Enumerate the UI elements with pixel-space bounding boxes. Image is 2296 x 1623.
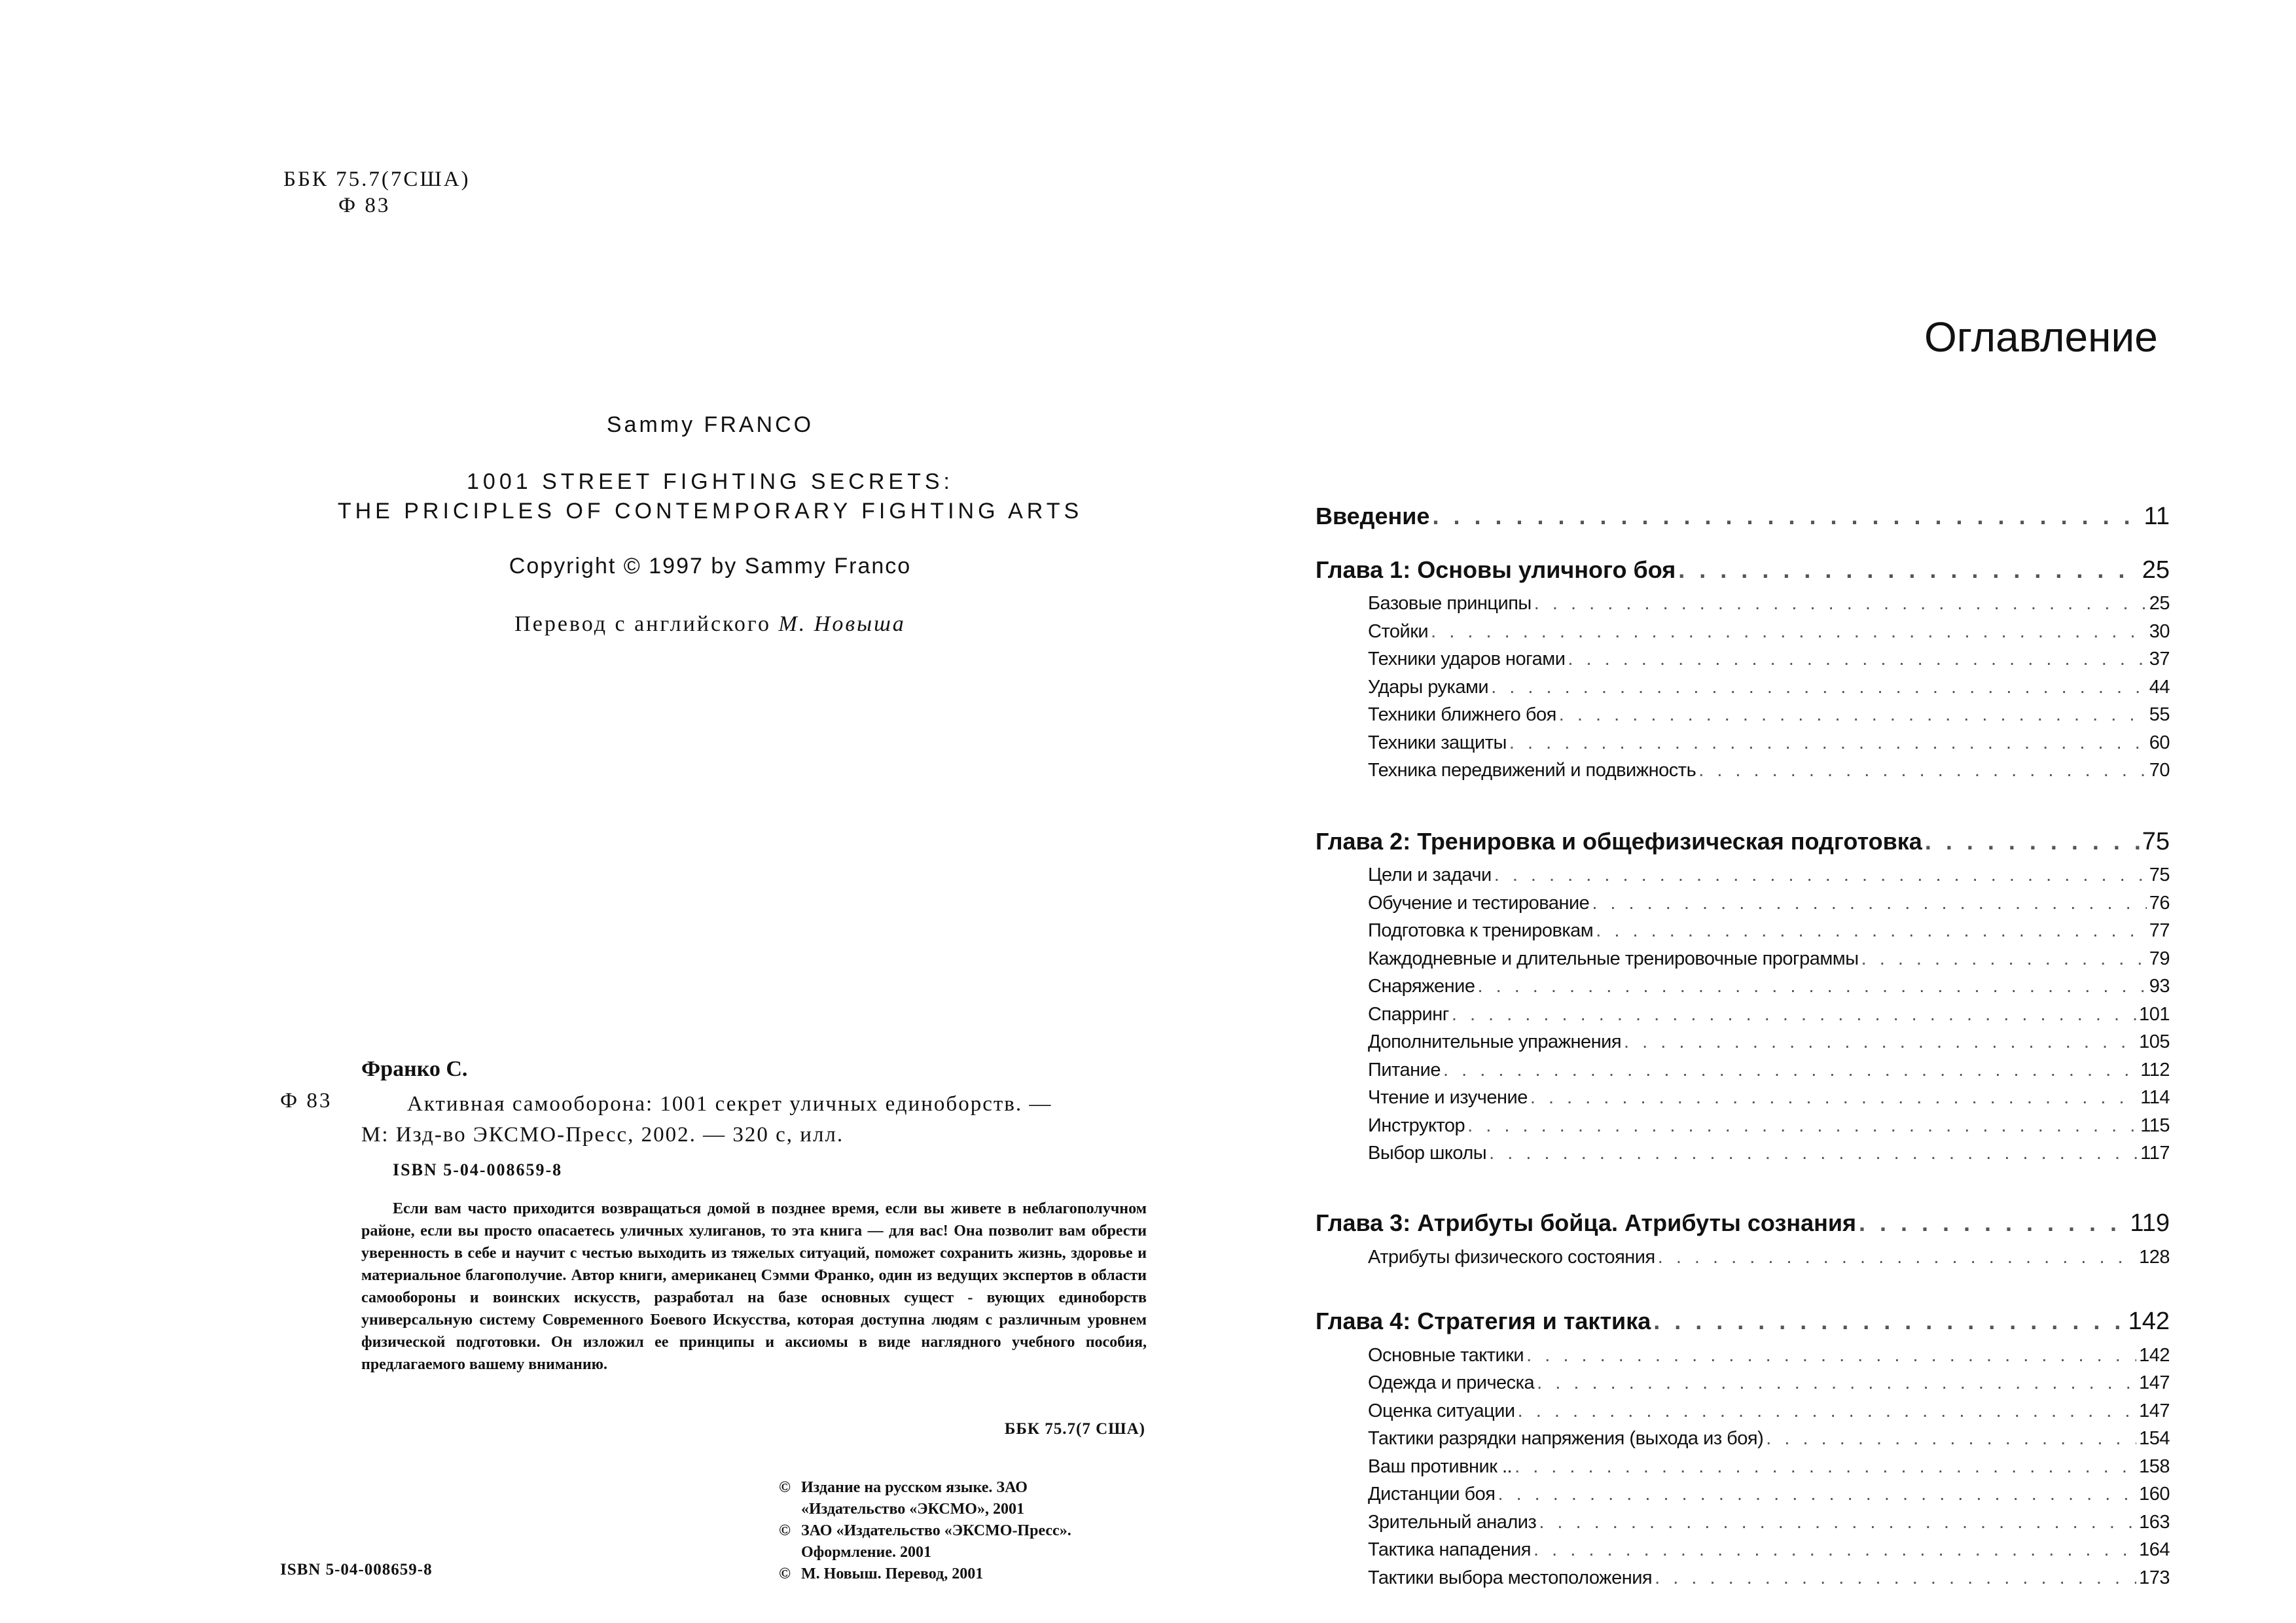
toc-leader-dots	[1489, 1143, 2138, 1164]
toc-entry-label: Стойки	[1368, 621, 1429, 642]
toc-entry	[1368, 920, 2170, 942]
toc-leader-dots	[1653, 1308, 2125, 1335]
toc-page-number: 173	[2139, 1567, 2170, 1588]
biblio-author: Франко С.	[361, 1057, 468, 1081]
toc-leader-dots	[1452, 1004, 2136, 1026]
toc-page-number: 142	[2128, 1308, 2170, 1335]
toc-chapter	[1316, 1209, 2170, 1238]
toc-entry-label: Базовые принципы	[1368, 593, 1532, 614]
toc-chapter	[1316, 828, 2170, 856]
toc-page-number: 79	[2149, 948, 2170, 969]
bbk-code: ББК 75.7(7США)	[283, 168, 471, 191]
toc-entry-label: Инструктор	[1368, 1115, 1465, 1136]
toc-entry-label: Чтение и изучение	[1368, 1087, 1528, 1108]
copyright-icon: ©	[779, 1565, 791, 1582]
toc-page-number: 163	[2139, 1512, 2170, 1533]
toc-page-number: 119	[2130, 1209, 2170, 1237]
toc-entry	[1368, 593, 2170, 615]
toc-leader-dots	[1568, 649, 2146, 670]
toc-entry-label: Одежда и прическа	[1368, 1372, 1535, 1393]
toc-entry	[1368, 1004, 2170, 1026]
toc-entry	[1368, 1539, 2170, 1561]
toc-page-number: 115	[2140, 1115, 2170, 1136]
isbn-main: ISBN 5-04-008659-8	[393, 1160, 563, 1179]
toc-page-number: 147	[2139, 1372, 2170, 1393]
biblio-code: Ф 83	[280, 1089, 332, 1113]
author-mark: Ф 83	[338, 194, 391, 217]
title-english	[0, 467, 1420, 526]
toc-leader-dots	[1534, 1539, 2136, 1561]
toc-page-number: 60	[2149, 732, 2170, 753]
toc-entry	[1368, 1400, 2170, 1422]
toc-page-number: 114	[2140, 1087, 2170, 1108]
toc-page-number: 55	[2149, 704, 2170, 725]
toc-entry-label: Выбор школы	[1368, 1143, 1487, 1164]
toc-leader-dots	[1698, 760, 2147, 781]
toc-leader-dots	[1432, 503, 2141, 530]
toc-page-number: 75	[2142, 828, 2170, 855]
toc-entry-label: Дополнительные упражнения	[1368, 1031, 1622, 1052]
toc-entry-label: Зрительный анализ	[1368, 1512, 1537, 1533]
toc-entry	[1368, 704, 2170, 726]
title-english-line1: 1001 STREET FIGHTING SECRETS:	[467, 469, 954, 494]
toc-entry-label: Глава 2: Тренировка и общефизическая подготовка	[1316, 828, 1922, 855]
toc-entry-label: Снаряжение	[1368, 976, 1475, 997]
toc-leader-dots	[1537, 1372, 2136, 1394]
toc-leader-dots	[1518, 1400, 2136, 1422]
toc-page-number: 76	[2149, 893, 2170, 914]
copyright-item	[779, 1563, 1071, 1585]
toc-entry	[1368, 1512, 2170, 1533]
annotation-text: Если вам часто приходится возвращаться домой в позднее время, если вы живете в неблагополучном районе, если вы просто опасаетесь уличных хулиганов, то эта книга — для вас! Она позволит вам обрести уверенность в себе и научит с честью выходить из тяжелых ситуаций, поможет сохранить жизнь, здоровье и материальное благополучие. Автор книги, американец Сэмми Франко, один из ведущих экспертов в области самообороны и воинских искусств, разработал на базе основных сущест - вующих единоборств универсальную систему Современного Боевого Искусства, которая доступна людям с различным уровнем физической подготовки. Он изложил ее принципы и аксиомы в виде наглядного учебного пособия, предлагаемого вашему вниманию.	[361, 1200, 1147, 1373]
toc-entry-label: Тактика нападения	[1368, 1539, 1531, 1560]
annotation	[361, 1198, 1147, 1376]
toc-entry	[1368, 1428, 2170, 1450]
toc-leader-dots	[1658, 1247, 2136, 1268]
toc-leader-dots	[1861, 948, 2147, 970]
toc-entry-label: Тактики разрядки напряжения (выхода из боя)	[1368, 1428, 1764, 1449]
toc-entry	[1368, 760, 2170, 781]
toc-entry	[1368, 948, 2170, 970]
isbn-bottom: ISBN 5-04-008659-8	[280, 1561, 433, 1578]
toc-leader-dots	[1515, 1456, 2136, 1478]
toc-page-number: 164	[2139, 1539, 2170, 1560]
translator-name: М. Новыша	[778, 612, 906, 636]
toc-entry	[1368, 1247, 2170, 1268]
copyright-list	[779, 1477, 1071, 1585]
toc-leader-dots	[1498, 1484, 2136, 1505]
toc-leader-dots	[1443, 1060, 2138, 1081]
toc-entry	[1368, 1115, 2170, 1137]
toc-page-number: 147	[2139, 1400, 2170, 1421]
toc-entry-label: Техники ближнего боя	[1368, 704, 1556, 725]
toc-entry-label: Глава 3: Атрибуты бойца. Атрибуты сознания	[1316, 1209, 1856, 1236]
toc-page-number: 101	[2139, 1004, 2170, 1025]
toc-chapter	[1316, 1308, 2170, 1336]
copyright-icon: ©	[779, 1479, 791, 1496]
toc-leader-dots	[1509, 732, 2147, 754]
toc-page-number: 105	[2139, 1031, 2170, 1052]
translation-prefix: Перевод с английского	[514, 612, 771, 636]
toc-entry-label: Питание	[1368, 1060, 1441, 1080]
toc-leader-dots	[1766, 1428, 2136, 1450]
toc-page-number: 93	[2149, 976, 2170, 997]
toc-entry-label: Основные тактики	[1368, 1345, 1524, 1366]
toc-entry	[1368, 1031, 2170, 1053]
bbk-classification-top	[283, 166, 471, 219]
toc-entry-label: Атрибуты физического состояния	[1368, 1247, 1655, 1268]
toc-page-number: 30	[2149, 621, 2170, 642]
toc-entry	[1368, 677, 2170, 698]
toc-page-number: 11	[2144, 503, 2170, 530]
copyright-line: «Издательство «ЭКСМО», 2001	[801, 1501, 1024, 1518]
copyright-english: Copyright © 1997 by Sammy Franco	[509, 554, 912, 579]
copyright-item	[779, 1520, 1071, 1563]
toc-page-number: 75	[2149, 865, 2170, 885]
toc-page-number: 142	[2139, 1345, 2170, 1366]
toc-chapter	[1316, 556, 2170, 584]
copyright-line: М. Новыш. Перевод, 2001	[801, 1565, 984, 1582]
toc-entry-label: Глава 4: Стратегия и тактика	[1316, 1308, 1651, 1334]
toc-leader-dots	[1559, 704, 2147, 726]
toc-entry-label: Тактики выбора местоположения	[1368, 1567, 1653, 1588]
toc-leader-dots	[1534, 593, 2147, 615]
copyright-line: ЗАО «Издательство «ЭКСМО-Пресс».	[801, 1522, 1071, 1539]
toc-entry	[1368, 649, 2170, 670]
toc-entry	[1368, 1484, 2170, 1505]
toc-entry-label: Цели и задачи	[1368, 865, 1492, 885]
toc-entry-label: Каждодневные и длительные тренировочные программы	[1368, 948, 1859, 969]
toc-entry-label: Дистанции боя	[1368, 1484, 1496, 1505]
toc-leader-dots	[1491, 677, 2147, 698]
biblio-line1: Активная самооборона: 1001 секрет уличных единоборств. —	[407, 1092, 1052, 1116]
toc-leader-dots	[1624, 1031, 2136, 1053]
toc-entry	[1368, 1456, 2170, 1478]
toc-page-number: 160	[2139, 1484, 2170, 1505]
toc-entry	[1368, 976, 2170, 997]
toc-entry-label: Ваш противник ..	[1368, 1456, 1513, 1477]
toc-entry-label: Спарринг	[1368, 1004, 1449, 1025]
toc-leader-dots	[1596, 920, 2146, 942]
toc-leader-dots	[1431, 621, 2147, 643]
toc-leader-dots	[1539, 1512, 2136, 1533]
copyright-line: Издание на русском языке. ЗАО	[801, 1479, 1028, 1496]
biblio-description	[361, 1089, 1166, 1150]
toc-entry	[1368, 621, 2170, 643]
toc-page-number: 117	[2140, 1143, 2170, 1164]
toc-page-number: 158	[2139, 1456, 2170, 1477]
toc-entry-label: Оценка ситуации	[1368, 1400, 1515, 1421]
toc-entry-label: Подготовка к тренировкам	[1368, 920, 1594, 941]
toc-entry-label: Удары руками	[1368, 677, 1489, 698]
toc-page-number: 25	[2149, 593, 2170, 614]
toc-entry	[1368, 1087, 2170, 1109]
toc-leader-dots	[1477, 976, 2146, 997]
toc-entry	[1368, 1345, 2170, 1366]
toc-entry	[1368, 865, 2170, 886]
toc-title: Оглавление	[1924, 313, 2158, 361]
title-english-line2: THE PRICIPLES OF CONTEMPORARY FIGHTING ARTS	[337, 499, 1083, 524]
toc-entry-label: Техники ударов ногами	[1368, 649, 1566, 669]
toc-page-number: 154	[2139, 1428, 2170, 1449]
toc-leader-dots	[1678, 556, 2139, 584]
toc-page-number: 112	[2140, 1060, 2170, 1080]
toc-entry-label: Техника передвижений и подвижность	[1368, 760, 1696, 781]
copyright-icon: ©	[779, 1522, 791, 1539]
toc-page-number: 37	[2149, 649, 2170, 669]
toc-entry	[1368, 732, 2170, 754]
toc-chapter	[1316, 503, 2170, 531]
translation-credit	[0, 612, 1420, 637]
toc-entry	[1368, 1567, 2170, 1589]
copyright-line: Оформление. 2001	[801, 1544, 932, 1561]
toc-entry	[1368, 1060, 2170, 1081]
biblio-line2: М: Изд-во ЭКСМО-Пресс, 2002. — 320 с, илл.	[361, 1123, 844, 1147]
toc-entry-label: Обучение и тестирование	[1368, 893, 1590, 914]
toc-entry-label: Глава 1: Основы уличного боя	[1316, 556, 1676, 583]
toc-entry-label: Введение	[1316, 503, 1430, 529]
toc-leader-dots	[1925, 828, 2140, 855]
toc-leader-dots	[1494, 865, 2147, 886]
toc-entry-label: Техники защиты	[1368, 732, 1507, 753]
toc-entry	[1368, 1372, 2170, 1394]
toc-page-number: 70	[2149, 760, 2170, 781]
author-name-english: Sammy FRANCO	[606, 412, 814, 437]
toc-page-number: 128	[2139, 1247, 2170, 1268]
toc-entry	[1368, 893, 2170, 914]
bbk-classification-bottom: ББК 75.7(7 США)	[1004, 1420, 1145, 1438]
toc-page-number: 44	[2149, 677, 2170, 698]
toc-leader-dots	[1592, 893, 2146, 914]
toc-page-number: 25	[2142, 556, 2170, 584]
toc-leader-dots	[1655, 1567, 2136, 1589]
toc-leader-dots	[1526, 1345, 2136, 1366]
toc-entry	[1368, 1143, 2170, 1164]
toc-leader-dots	[1859, 1209, 2127, 1237]
toc-leader-dots	[1467, 1115, 2138, 1137]
toc-leader-dots	[1530, 1087, 2138, 1109]
toc-page-number: 77	[2149, 920, 2170, 941]
copyright-item	[779, 1477, 1071, 1520]
